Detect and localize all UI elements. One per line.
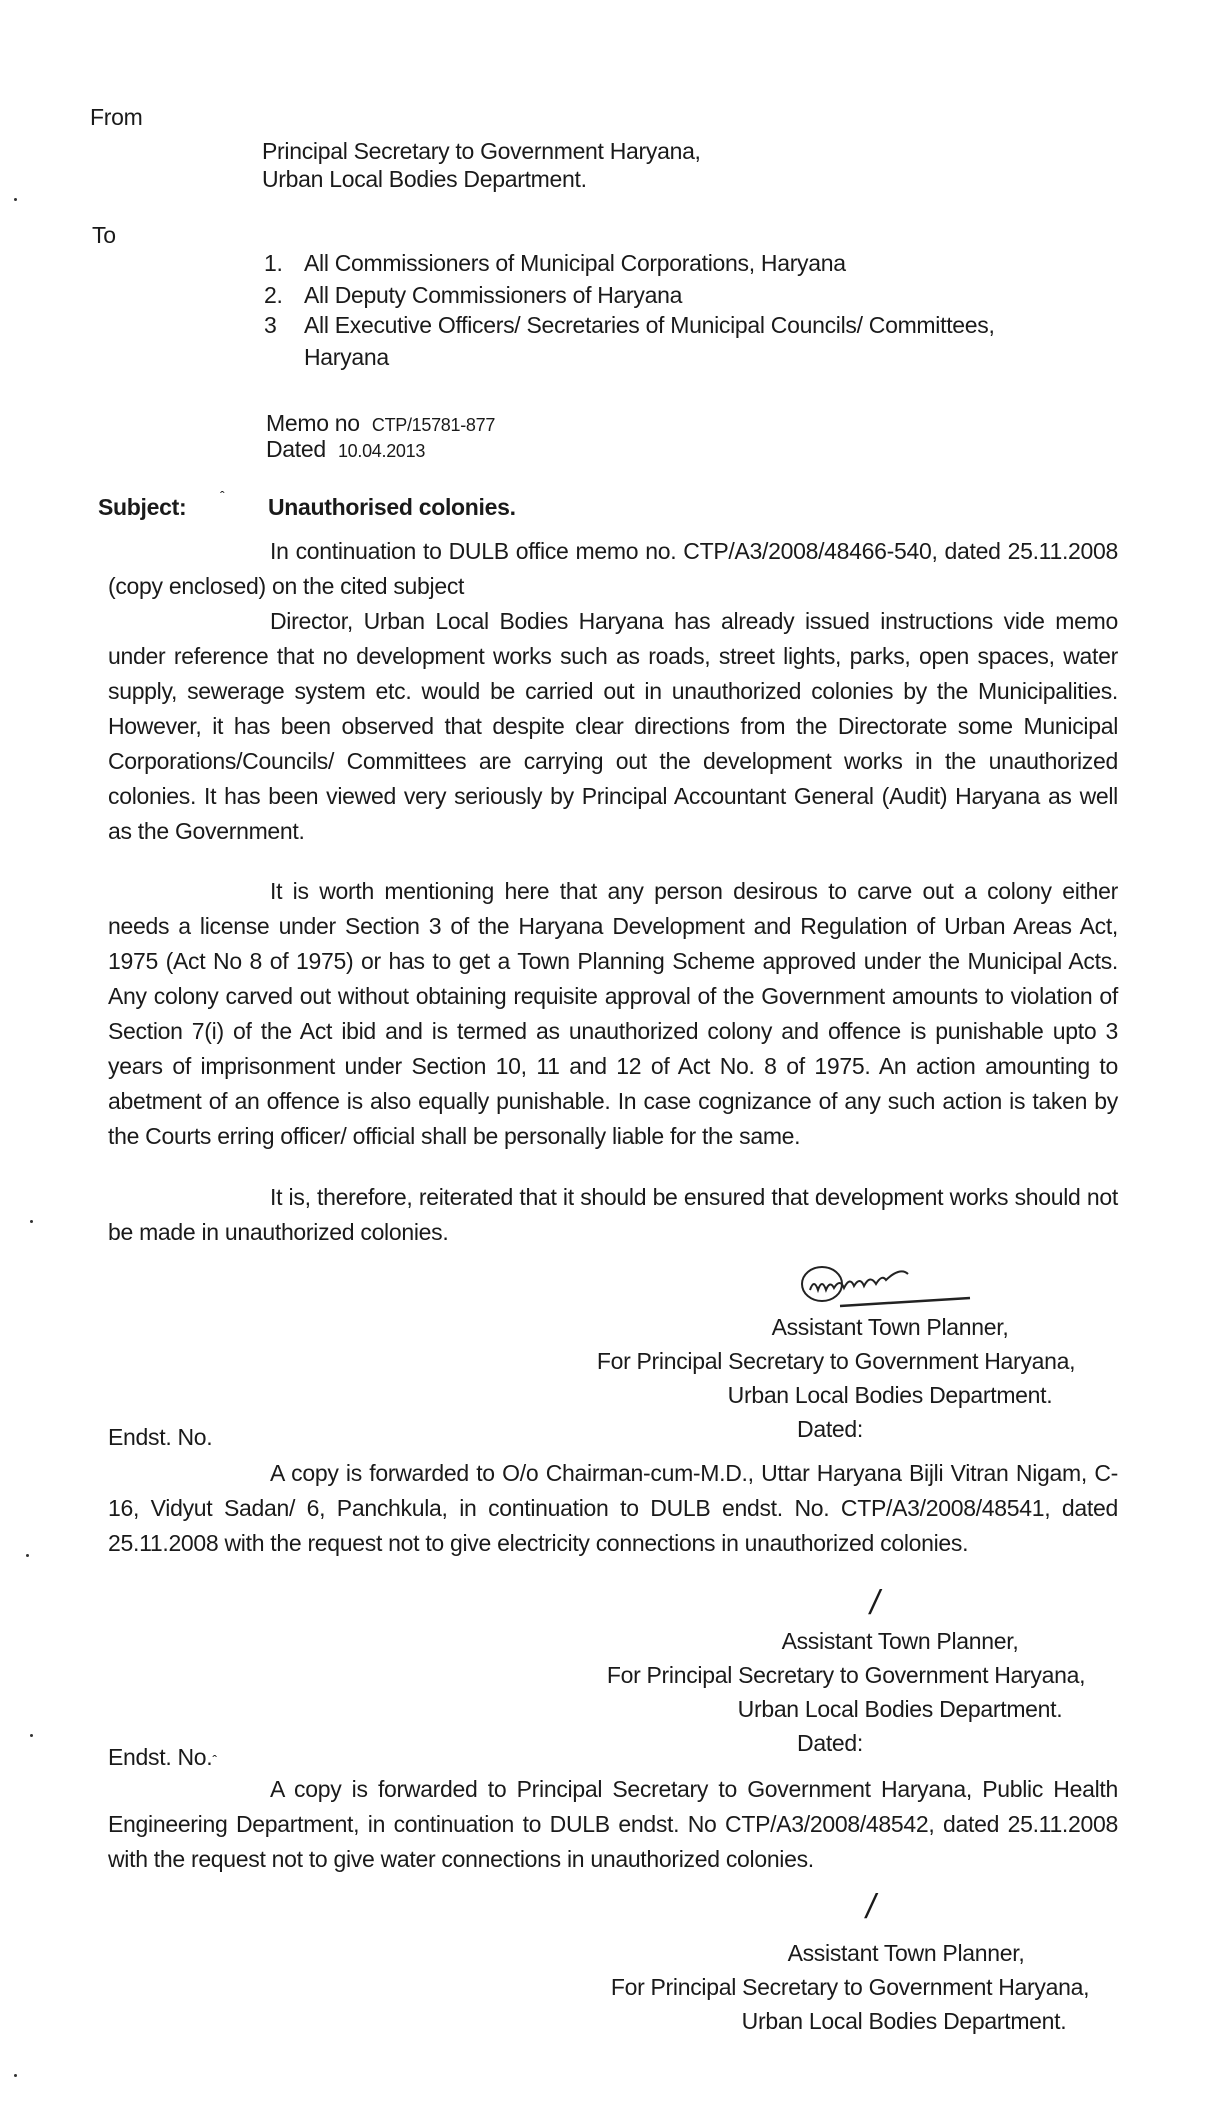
recipient-text: All Deputy Commissioners of Haryana	[304, 282, 683, 308]
scan-speck	[14, 198, 17, 201]
recipient-item	[264, 282, 682, 309]
recipient-item-continued: Haryana	[304, 344, 389, 370]
recipient-text: All Executive Officers/ Secretaries of Municipal Councils/ Committees,	[304, 312, 995, 338]
paragraph-text: It is, therefore, reiterated that it should be ensured that development works should not be made in unauthorized colonies.	[108, 1184, 1118, 1245]
endorsement-label	[108, 1744, 217, 1771]
scan-speck	[30, 1220, 33, 1223]
memo-label: Memo no	[266, 410, 360, 436]
scan-mark: ˆ	[212, 1752, 217, 1768]
subject-text: Unauthorised colonies.	[268, 494, 516, 520]
to-label: To	[92, 222, 116, 248]
paragraph-instructions	[108, 604, 1118, 849]
signatory-title: Assistant Town Planner,	[771, 1314, 1009, 1340]
handwritten-signature-icon	[800, 1262, 980, 1312]
paragraph-text: It is worth mentioning here that any person desirous to carve out a colony either needs a license under Section 3 of the Haryana Development and Regulation of Urban Areas Act, 1975 (Act No 8 of 1975) or has to get a Town Planning Scheme approved under the Municipal Acts. Any colony carved out without obtaining requisite approval of the Government amounts to violation of Section 7(i) of the Act ibid and is termed as unauthorized colony and offence is punishable upto 3 years of imprisonment under Section 10, 11 and 12 of Act No. 8 of 1975. An action amounting to abetment of an offence is also equally punishable. In case cognizance of any such action is taken by the Courts erring officer/ official shall be personally liable for the same.	[108, 878, 1118, 1149]
memo-date: 10.04.2013	[337, 441, 426, 461]
paragraph-text: In continuation to DULB office memo no. CTP/A3/2008/48466-540, dated 25.11.2008 (copy enclosed) on the cited subject	[108, 538, 1118, 599]
paragraph-legal	[108, 874, 1118, 1154]
recipient-number: 3	[264, 312, 277, 338]
subject-label: Subject:	[98, 494, 187, 520]
recipient-number: 2.	[264, 282, 283, 308]
paragraph-continuation	[108, 534, 1118, 604]
from-line-1: Principal Secretary to Government Haryana,	[262, 138, 701, 164]
signatory-dept: Urban Local Bodies Department.	[737, 1696, 1063, 1722]
dated-label: Dated	[266, 436, 326, 462]
paragraph-text: A copy is forwarded to Principal Secretary to Government Haryana, Public Health Engineering Department, in continuation to DULB endst. No CTP/A3/2008/48542, dated 25.11.2008 with the request not to give water connections in unauthorized colonies.	[108, 1776, 1118, 1872]
from-line-2: Urban Local Bodies Department.	[262, 166, 587, 192]
initial-mark: /	[866, 1888, 876, 1926]
scan-speck	[14, 2074, 17, 2077]
endorsement-text	[108, 1456, 1118, 1561]
endorsement-text	[108, 1772, 1118, 1877]
dated-line	[266, 436, 425, 463]
scan-mark: ˆ	[220, 488, 225, 504]
paragraph-text: A copy is forwarded to O/o Chairman-cum-M.D., Uttar Haryana Bijli Vitran Nigam, C-16, Vidyut Sadan/ 6, Panchkula, in continuation to DULB endst. No. CTP/A3/2008/48541, dated 25.11.2008 with the request not to give electricity connections in unauthorized colonies.	[108, 1460, 1118, 1556]
scan-speck	[26, 1554, 29, 1557]
scan-speck	[30, 1734, 33, 1737]
from-label: From	[90, 104, 143, 130]
signatory-title: Assistant Town Planner,	[787, 1940, 1025, 1966]
signatory-for-line: For Principal Secretary to Government Haryana,	[606, 1662, 1086, 1688]
signatory-dated: Dated:	[797, 1730, 863, 1756]
signatory-for-line: For Principal Secretary to Government Haryana,	[610, 1974, 1090, 2000]
endorsement-label-text: Endst. No.	[108, 1744, 213, 1770]
signatory-dept: Urban Local Bodies Department.	[741, 2008, 1067, 2034]
paragraph-text: Director, Urban Local Bodies Haryana has already issued instructions vide memo under reference that no development works such as roads, street lights, parks, open spaces, water supply, sewerage system etc. would be carried out in unauthorized colonies by the Municipalities. However, it has been observed that despite clear directions from the Directorate some Municipal Corporations/Councils/ Committees are carrying out the development works in the unauthorized colonies. It has been viewed very seriously by Principal Accountant General (Audit) Haryana as well as the Government.	[108, 608, 1118, 844]
signatory-for-line: For Principal Secretary to Government Haryana,	[596, 1348, 1076, 1374]
recipient-text: All Commissioners of Municipal Corporations, Haryana	[304, 250, 846, 276]
endorsement-label: Endst. No.	[108, 1424, 213, 1450]
paragraph-reiteration	[108, 1180, 1118, 1250]
recipient-item	[264, 312, 995, 339]
signatory-dated: Dated:	[797, 1416, 863, 1442]
memo-number: CTP/15781-877	[371, 415, 496, 435]
signatory-title: Assistant Town Planner,	[781, 1628, 1019, 1654]
initial-mark: /	[870, 1584, 880, 1622]
signatory-dept: Urban Local Bodies Department.	[727, 1382, 1053, 1408]
memo-line	[266, 410, 495, 437]
recipient-item	[264, 250, 846, 277]
recipient-number: 1.	[264, 250, 283, 276]
